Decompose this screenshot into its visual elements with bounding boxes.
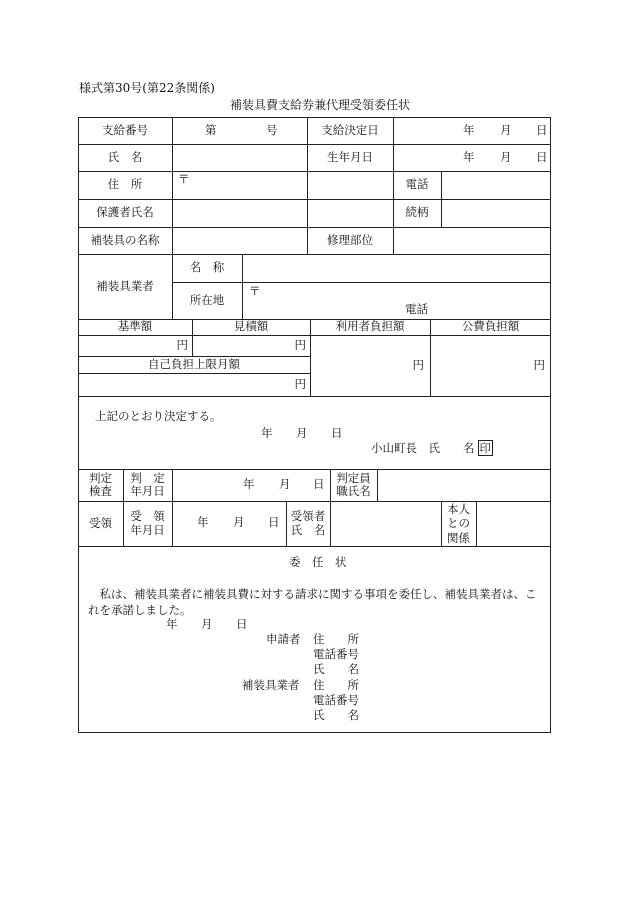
- year-label: 年: [463, 123, 475, 137]
- vendor-phone-number-label: 電話番号: [313, 693, 359, 707]
- applicant-phone-label: 電話番号: [313, 647, 359, 661]
- yen-unit: 円: [533, 357, 545, 372]
- applicant-label: 申請者: [266, 632, 301, 646]
- payment-number-label: 支給番号: [102, 122, 148, 137]
- payment-decision-date-label: 支給決定日: [321, 122, 379, 137]
- mayor-label: 小山町長 氏 名: [371, 441, 475, 455]
- judgment-exam-label: 判定 検査: [89, 470, 112, 498]
- delegation-body: 私は、補装具業者に補装具費に対する請求に関する事項を委任し、補装具業者は、これを承諾しました。: [88, 587, 537, 617]
- day-label: 日: [536, 123, 548, 137]
- base-amount-label: 基準額: [117, 319, 153, 334]
- judgment-date-label: 判 定 年月日: [130, 470, 165, 498]
- month-label: 月: [500, 150, 512, 164]
- day-label: 日: [268, 515, 280, 529]
- form-number: 様式第30号(第22条関係): [79, 81, 215, 95]
- year-label: 年: [463, 150, 475, 164]
- repair-part-label: 修理部位: [327, 232, 373, 247]
- name-label: 氏 名: [107, 149, 143, 164]
- recipient-name-label: 受領者 氏 名: [290, 509, 326, 537]
- judge-name-label: 判定員 職氏名: [336, 470, 371, 498]
- yen-unit: 円: [294, 376, 306, 391]
- vendor-signer-name-label: 氏 名: [313, 708, 359, 722]
- year-label: 年: [166, 617, 178, 631]
- year-label: 年: [197, 515, 209, 529]
- seal-stamp: 印: [479, 441, 491, 455]
- receipt-date-label: 受 領 年月日: [130, 509, 165, 537]
- day-label: 日: [313, 477, 325, 491]
- month-label: 月: [296, 426, 308, 440]
- vendor-label: 補装具業者: [96, 278, 154, 293]
- self-limit-label: 自己負担上限月額: [148, 356, 240, 371]
- estimate-amount-label: 見積額: [233, 319, 269, 334]
- postal-mark: 〒: [178, 172, 190, 186]
- birth-date-label: 生年月日: [327, 149, 373, 164]
- public-burden-label: 公費負担額: [461, 319, 520, 334]
- vendor-phone-label: 電話: [405, 302, 428, 316]
- user-burden-label: 利用者負担額: [335, 319, 405, 334]
- postal-mark: 〒: [249, 284, 261, 298]
- month-label: 月: [201, 617, 213, 631]
- form-title: 補装具費支給券兼代理受領委任状: [230, 98, 411, 112]
- decision-text: 上記のとおり決定する。: [95, 409, 222, 423]
- day-label: 日: [236, 617, 248, 631]
- month-label: 月: [279, 477, 291, 491]
- month-label: 月: [233, 515, 245, 529]
- address-label: 住 所: [107, 177, 143, 192]
- relation-to-self-label: 本人 との 関係: [447, 501, 470, 545]
- delegation-title: 委 任 状: [289, 555, 347, 569]
- vendor-sign-label: 補装具業者: [242, 678, 300, 692]
- year-label: 年: [261, 426, 273, 440]
- receipt-label: 受領: [89, 515, 112, 530]
- device-name-label: 補装具の名称: [90, 232, 160, 247]
- day-label: 日: [536, 150, 548, 164]
- phone-label: 電話: [405, 177, 429, 192]
- mayor-signature: [371, 443, 493, 455]
- gou-label: 号: [266, 123, 278, 137]
- vendor-address-label: 住 所: [313, 678, 359, 692]
- guardian-name-label: 保護者氏名: [96, 205, 154, 220]
- dai-label: 第: [205, 123, 217, 137]
- year-label: 年: [243, 477, 255, 491]
- applicant-name-label: 氏 名: [313, 662, 359, 676]
- yen-unit: 円: [176, 337, 188, 352]
- yen-unit: 円: [294, 337, 306, 352]
- applicant-address-label: 住 所: [313, 632, 359, 646]
- relationship-label: 続柄: [405, 205, 429, 220]
- month-label: 月: [500, 123, 512, 137]
- vendor-location-label: 所在地: [189, 292, 225, 307]
- vendor-name-label: 名 称: [189, 260, 225, 275]
- day-label: 日: [331, 426, 343, 440]
- yen-unit: 円: [412, 357, 424, 372]
